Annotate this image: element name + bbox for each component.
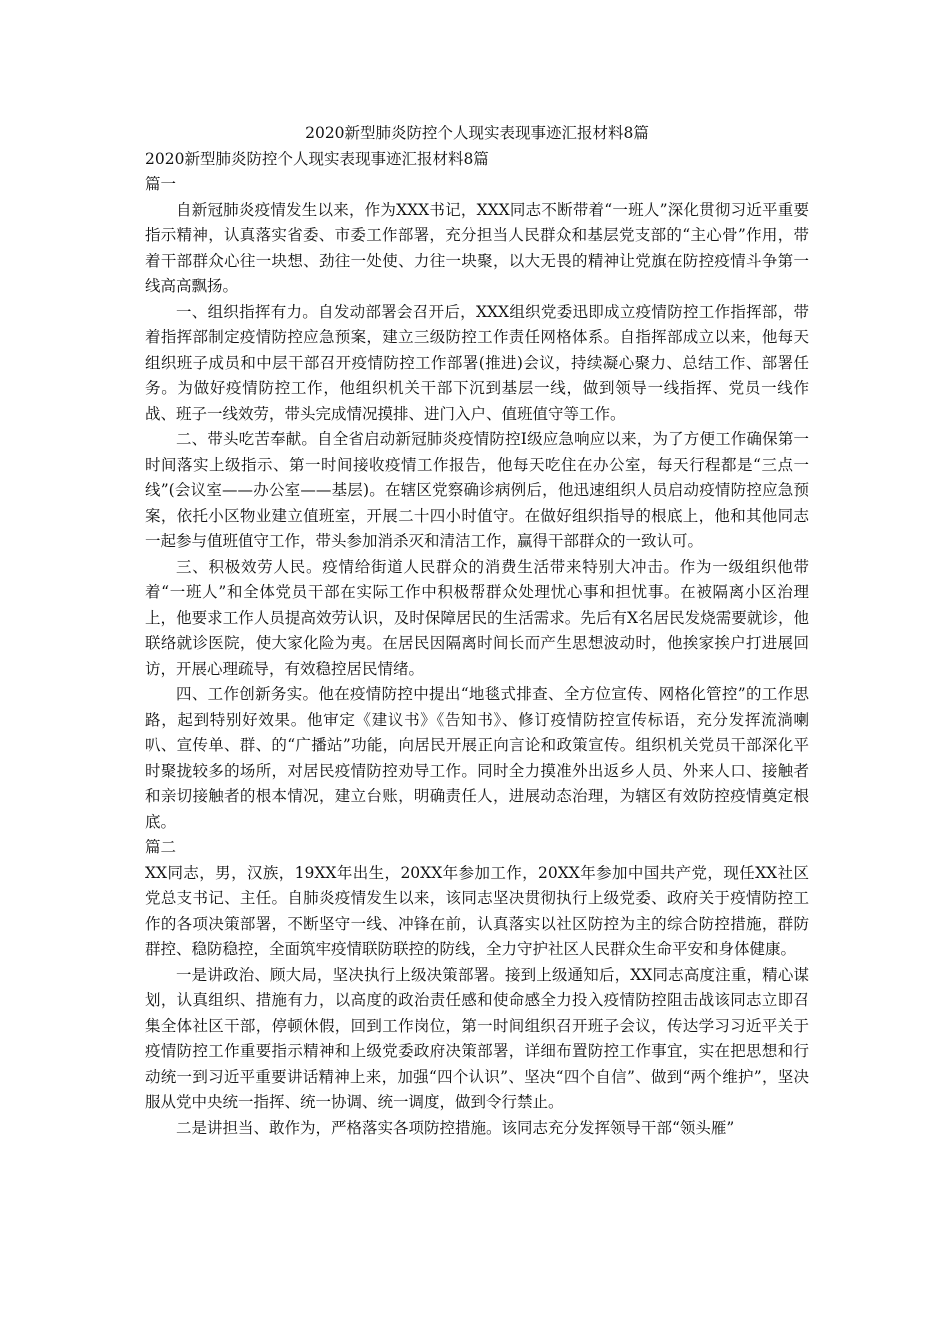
paragraph-intro: XX同志，男，汉族，19XX年出生，20XX年参加工作，20XX年参加中国共产党，现任XX社区党总支书记、主任。自肺炎疫情发生以来，该同志坚决贯彻执行上级党委、政府关于疫情防控工作的各项决策部署，不断坚守一线、冲锋在前，认真落实以社区防控为主的综合防控措施，群防群控、稳防稳控，全面筑牢疫情联防联控的防线，全力守护社区人民群众生命平安和身体健康。 — [145, 863, 809, 958]
paragraph: 一是讲政治、顾大局，坚决执行上级决策部署。接到上级通知后，XX同志高度注重，精心谋划，认真组织、措施有力，以高度的政治责任感和使命感全力投入疫情防控阻击战该同志立即召集全体社区干部，停顿休假，回到工作岗位，第一时间组织召开班子会议，传达学习习近平关于疫情防控工作重要指示精神和上级党委政府决策部署，详细布置防控工作事宜，实在把思想和行动统一到习近平重要讲话精神上来，加强“四个认识”、坚决“四个自信”、做到“两个维护”，坚决服从党中央统一指挥、统一协调、统一调度，做到令行禁止。 — [145, 965, 809, 1111]
document-title: 2020新型肺炎防控个人现实表现事迹汇报材料8篇 — [305, 124, 649, 142]
paragraph: 一、组织指挥有力。自发动部署会召开后，XXX组织党委迅即成立疫情防控工作指挥部，带着指挥部制定疫情防控应急预案，建立三级防控工作责任网格体系。自指挥部成立以来，他每天组织班子成员和中层干部召开疫情防控工作部署(推进)会议，持续凝心聚力、总结工作、部署任务。为做好疫情防控工作，他组织机关干部下沉到基层一线，做到领导一线指挥、党员一线作战、班子一线效劳，带头完成情况摸排、进门入户、值班值守等工作。 — [145, 302, 809, 423]
section-heading-part1: 篇一 — [145, 175, 177, 193]
paragraph: 三、积极效劳人民。疫情给街道人民群众的消费生活带来特别大冲击。作为一级组织他带着“一班人”和全体党员干部在实际工作中积极帮群众处理忧心事和担忧事。在被隔离小区治理上，他要求工作人员提高效劳认识，及时保障居民的生活需求。先后有X名居民发烧需要就诊，他联络就诊医院，使大家化险为夷。在居民因隔离时间长而产生思想波动时，他挨家挨户打进展回访，开展心理疏导，有效稳控居民情绪。 — [145, 557, 809, 678]
document-body — [145, 121, 809, 1141]
paragraph: 二是讲担当、敢作为，严格落实各项防控措施。该同志充分发挥领导干部“领头雁” — [176, 1118, 735, 1137]
paragraph: 四、工作创新务实。他在疫情防控中提出“地毯式排查、全方位宣传、网格化管控”的工作思路，起到特别好效果。他审定《建议书》《告知书》、修订疫情防控宣传标语，充分发挥流淌喇叭、宣传单、群、的“广播站”功能，向居民开展正向言论和政策宣传。组织机关党员干部深化平时聚拢较多的场所，对居民疫情防控劝导工作。同时全力摸准外出返乡人员、外来人口、接触者和亲切接触者的根本情况，建立台账，明确责任人，进展动态治理，为辖区有效防控疫情奠定根底。 — [145, 685, 809, 831]
paragraph: 二、带头吃苦奉献。自全省启动新冠肺炎疫情防控Ⅰ级应急响应以来，为了方便工作确保第一时间落实上级指示、第一时间接收疫情工作报告，他每天吃住在办公室，每天行程都是“三点一线”(会议室——办公室——基层)。在辖区党察确诊病例后，他迅速组织人员启动疫情防控应急预案，依托小区物业建立值班室，开展二十四小时值守。在做好组织指导的根底上，他和其他同志一起参与值班值守工作，带头参加消杀灭和清洁工作，赢得干部群众的一致认可。 — [145, 430, 809, 550]
section-heading-part2: 篇二 — [145, 838, 177, 856]
document-subtitle: 2020新型肺炎防控个人现实表现事迹汇报材料8篇 — [145, 149, 489, 168]
paragraph: 自新冠肺炎疫情发生以来，作为XXX书记，XXX同志不断带着“一班人”深化贯彻习近平重要指示精神，认真落实省委、市委工作部署，充分担当人民群众和基层党支部的“主心骨”作用，带着干部群众心往一块想、劲往一处使、力往一块聚，以大无畏的精神让党旗在防控疫情斗争第一线高高飘扬。 — [145, 200, 809, 295]
